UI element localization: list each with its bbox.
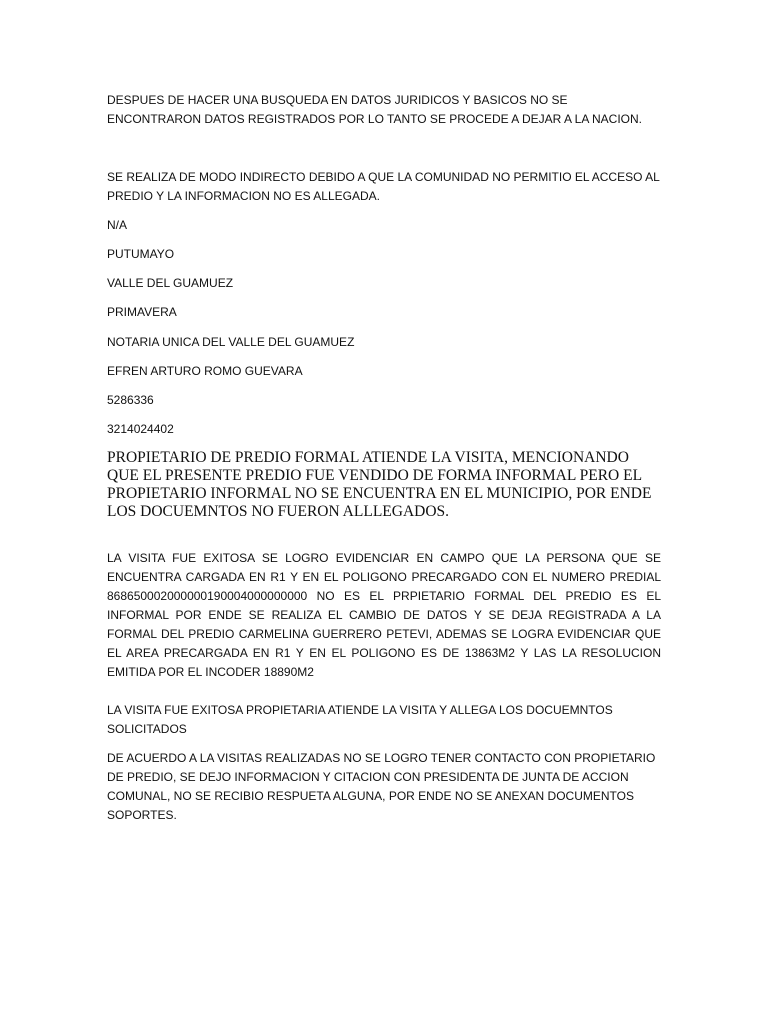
paragraph-modo-indirecto: SE REALIZA DE MODO INDIRECTO DEBIDO A QUE LA COMUNIDAD NO PERMITIO EL ACCESO AL PREDIO Y LA INFORMACION NO ES ALLEGADA. [107, 170, 660, 203]
paragraph-telefono: 3214024402 [107, 422, 174, 436]
paragraph-notaria: NOTARIA UNICA DEL VALLE DEL GUAMUEZ [107, 335, 355, 349]
paragraph-municipio: VALLE DEL GUAMUEZ [107, 276, 234, 290]
paragraph-sin-contacto-propietario: DE ACUERDO A LA VISITAS REALIZADAS NO SE LOGRO TENER CONTACTO CON PROPIETARIO DE PREDIO, SE DEJO INFORMACION Y CITACION CON PRESIDENTA DE JUNTA DE ACCION COMUNAL, NO SE RECIBIO RESPUETA ALGUNA, POR ENDE NO SE ANEXAN DOCUMENTOS SOPORTES. [107, 751, 656, 822]
paragraph-na: N/A [107, 218, 128, 232]
paragraph-propietario-formal: PROPIETARIO DE PREDIO FORMAL ATIENDE LA VISITA, MENCIONANDO QUE EL PRESENTE PREDIO FUE VENDIDO DE FORMA INFORMAL PERO EL PROPIETARIO INFORMAL NO SE ENCUENTRA EN EL MUNICIPIO, POR ENDE LOS DOCUEMNTOS NO FUERON ALLLEGADOS. [107, 449, 652, 520]
paragraph-sin-datos-registrados: DESPUES DE HACER UNA BUSQUEDA EN DATOS JURIDICOS Y BASICOS NO SE ENCONTRARON DATOS REGISTRADOS POR LO TANTO SE PROCEDE A DEJAR A LA NACION. [107, 93, 643, 126]
paragraph-visita-exitosa-cambio-datos: LA VISITA FUE EXITOSA SE LOGRO EVIDENCIAR EN CAMPO QUE LA PERSONA QUE SE ENCUENTRA CARGADA EN R1 Y EN EL POLIGONO PRECARGADO CON EL NUMERO PREDIAL 868650002000000190004000000000 NO ES EL PRPIETARIO FORMAL DEL PREDIO ES EL INFORMAL POR ENDE SE REALIZA EL CAMBIO DE DATOS Y SE DEJA REGISTRADA A LA FORMAL DEL PREDIO CARMELINA GUERRERO PETEVI, ADEMAS SE LOGRA EVIDENCIAR QUE EL AREA PRECARGADA EN R1 Y EN EL POLIGONO ES DE 13863M2 Y LAS LA RESOLUCION EMITIDA POR EL INCODER 18890M2 [107, 551, 661, 679]
paragraph-vereda: PRIMAVERA [107, 305, 177, 319]
paragraph-numero-documento: 5286336 [107, 393, 154, 407]
paragraph-departamento: PUTUMAYO [107, 247, 175, 261]
paragraph-nombre-persona: EFREN ARTURO ROMO GUEVARA [107, 364, 303, 378]
paragraph-visita-exitosa-documentos: LA VISITA FUE EXITOSA PROPIETARIA ATIENDE LA VISITA Y ALLEGA LOS DOCUEMNTOS SOLICITADOS [107, 703, 613, 736]
